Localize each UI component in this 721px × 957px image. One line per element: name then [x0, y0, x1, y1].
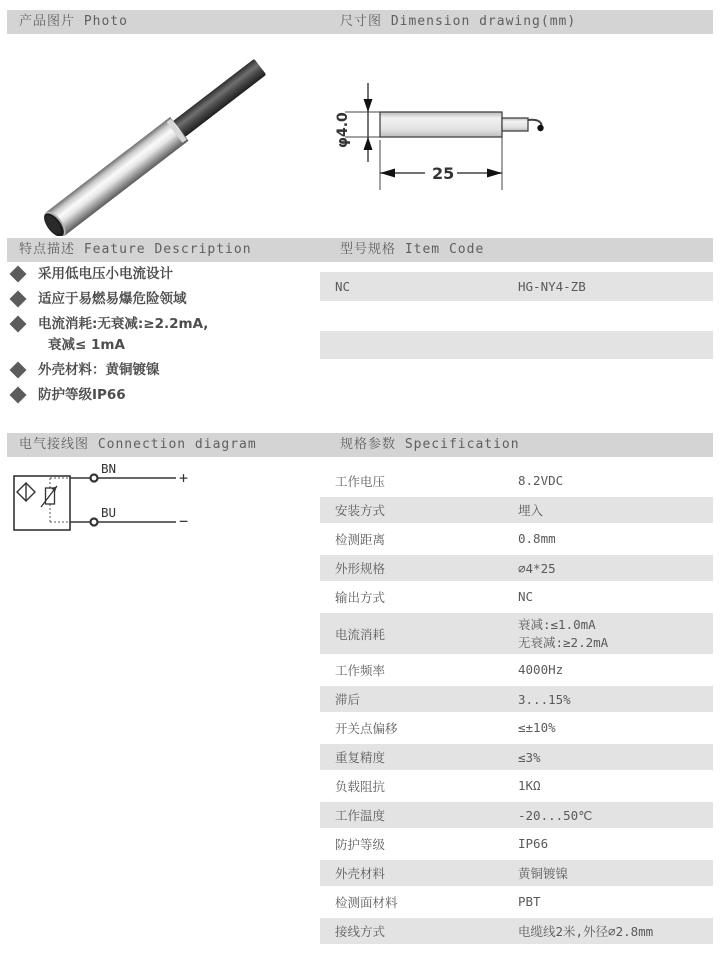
- dimension-section-title: 尺寸图 Dimension drawing(mm): [340, 14, 577, 29]
- diamond-bullet-icon: [10, 387, 27, 404]
- spec-row: 工作频率 4000Hz: [335, 662, 564, 678]
- feature-item-continuation: 衰减≤ 1mA: [48, 337, 125, 353]
- diamond-bullet-icon: [10, 362, 27, 379]
- item-code-output-type: NC: [335, 279, 351, 294]
- item-code-section-title: 型号规格 Item Code: [340, 242, 485, 257]
- dimension-drawing-svg: [325, 58, 565, 208]
- item-code-row-empty: [320, 331, 713, 359]
- minus-polarity-label: −: [179, 512, 189, 530]
- spec-row: 检测面材料 PBT: [335, 894, 541, 910]
- wire-bu-label: BU: [101, 505, 117, 520]
- diamond-bullet-icon: [10, 316, 27, 333]
- diamond-bullet-icon: [10, 291, 27, 308]
- spec-row: 检测距离 0.8mm: [335, 531, 556, 547]
- spec-row: 外形规格 ∅4*25: [320, 553, 713, 582]
- feature-section-title: 特点描述 Feature Description: [19, 242, 252, 257]
- spec-row: 接线方式 电缆线2米,外径∅2.8mm: [320, 916, 713, 945]
- connection-diagram-svg: [6, 458, 206, 573]
- item-code-row-empty: [320, 301, 713, 331]
- section-header-bar-bottom: [7, 433, 713, 457]
- wire-bn-label: BN: [101, 461, 117, 476]
- feature-item: 适应于易燃易爆危险领域: [8, 291, 308, 307]
- item-code-row: [320, 272, 713, 301]
- spec-row: 电流消耗 衰减:≤1.0mA 无衰减:≥2.2mA: [320, 611, 713, 655]
- spec-row: 开关点偏移 ≤±10%: [335, 720, 556, 736]
- spec-row: 输出方式 NC: [335, 589, 534, 605]
- sensor-photo-image: [7, 40, 307, 236]
- connection-diagram: [6, 458, 206, 573]
- section-header-bar-top: [7, 10, 713, 34]
- feature-item: 防护等级IP66: [8, 387, 308, 403]
- length-label: 25: [432, 164, 455, 183]
- diamond-bullet-icon: [10, 266, 27, 283]
- spec-row: 防护等级 IP66: [335, 836, 549, 852]
- specification-table: [320, 466, 713, 945]
- feature-item: 采用低电压小电流设计: [8, 266, 308, 282]
- photo-section-title: 产品图片 Photo: [19, 14, 128, 29]
- item-code-table: [320, 272, 713, 359]
- spec-row: 滞后 3...15%: [320, 684, 713, 713]
- connection-section-title: 电气接线图 Connection diagram: [19, 437, 257, 452]
- diameter-label: φ4.0: [335, 112, 351, 148]
- spec-row: 工作温度 -20...50℃: [320, 800, 713, 829]
- feature-item: 电流消耗:无衰减:≥2.2mA,: [8, 316, 308, 332]
- section-header-bar-middle: [7, 238, 713, 262]
- spec-row: 负载阻抗 1KΩ: [335, 778, 541, 794]
- item-code-value: HG-NY4-ZB: [518, 279, 586, 294]
- spec-row: 安装方式 埋入: [320, 495, 713, 524]
- plus-polarity-label: +: [179, 469, 189, 487]
- spec-row: 重复精度 ≤3%: [320, 742, 713, 771]
- spec-row: 工作电压 8.2VDC: [335, 473, 564, 489]
- dimension-drawing: [325, 58, 565, 208]
- product-photo: [7, 40, 307, 236]
- spec-row: 外壳材料 黄铜镀镍: [320, 858, 713, 887]
- specification-section-title: 规格参数 Specification: [340, 437, 520, 452]
- feature-item: 外壳材料：黄铜镀镍: [8, 362, 308, 378]
- feature-list: [8, 266, 308, 412]
